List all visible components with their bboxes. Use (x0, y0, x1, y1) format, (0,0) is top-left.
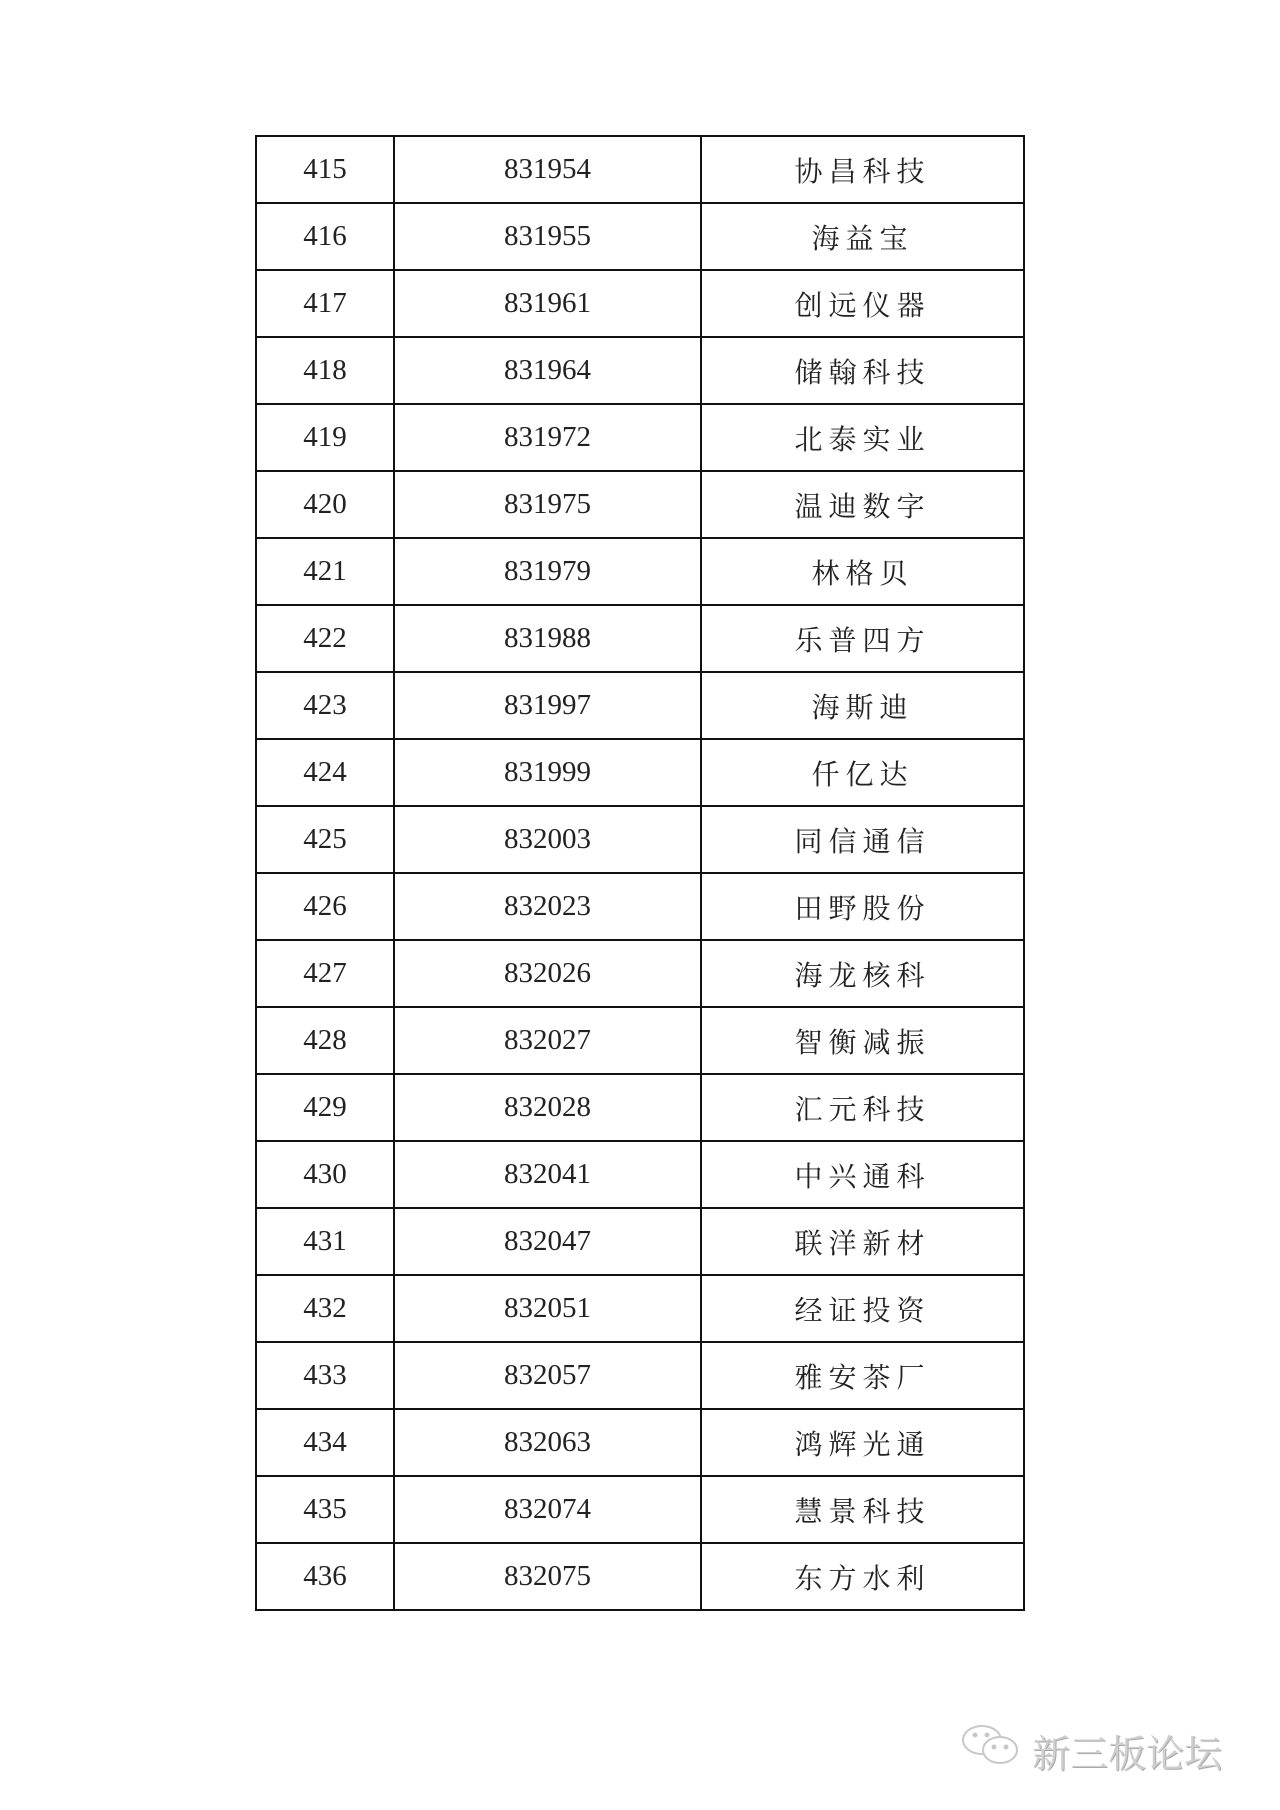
stock-code-cell: 831972 (394, 404, 701, 471)
company-name-cell: 乐普四方 (701, 605, 1024, 672)
row-number-cell: 416 (256, 203, 394, 270)
row-number-cell: 419 (256, 404, 394, 471)
row-number-cell: 427 (256, 940, 394, 1007)
row-number-cell: 418 (256, 337, 394, 404)
table-row (256, 1208, 1024, 1275)
table-row (256, 940, 1024, 1007)
table-row (256, 1543, 1024, 1610)
row-number-cell: 420 (256, 471, 394, 538)
row-number-cell: 429 (256, 1074, 394, 1141)
row-number-cell: 415 (256, 136, 394, 203)
stock-code-cell: 832051 (394, 1275, 701, 1342)
row-number-cell: 435 (256, 1476, 394, 1543)
table-row (256, 873, 1024, 940)
table-row (256, 806, 1024, 873)
stock-code-cell: 832074 (394, 1476, 701, 1543)
company-name-cell: 海龙核科 (701, 940, 1024, 1007)
table-row (256, 672, 1024, 739)
company-name-cell: 汇元科技 (701, 1074, 1024, 1141)
row-number-cell: 430 (256, 1141, 394, 1208)
stock-code-cell: 832027 (394, 1007, 701, 1074)
company-name-cell: 经证投资 (701, 1275, 1024, 1342)
company-name-cell: 中兴通科 (701, 1141, 1024, 1208)
stock-code-cell: 831975 (394, 471, 701, 538)
table-row (256, 471, 1024, 538)
stock-code-cell: 832028 (394, 1074, 701, 1141)
company-name-cell: 仟亿达 (701, 739, 1024, 806)
table-row (256, 270, 1024, 337)
stock-code-cell: 832057 (394, 1342, 701, 1409)
table-row (256, 404, 1024, 471)
company-name-cell: 林格贝 (701, 538, 1024, 605)
stock-code-cell: 832041 (394, 1141, 701, 1208)
company-name-cell: 协昌科技 (701, 136, 1024, 203)
company-name-cell: 北泰实业 (701, 404, 1024, 471)
row-number-cell: 423 (256, 672, 394, 739)
stock-code-cell: 831955 (394, 203, 701, 270)
table-row (256, 1141, 1024, 1208)
stock-code-cell: 831988 (394, 605, 701, 672)
row-number-cell: 421 (256, 538, 394, 605)
stock-code-cell: 832003 (394, 806, 701, 873)
row-number-cell: 436 (256, 1543, 394, 1610)
company-name-cell: 雅安茶厂 (701, 1342, 1024, 1409)
row-number-cell: 434 (256, 1409, 394, 1476)
company-name-cell: 智衡减振 (701, 1007, 1024, 1074)
company-name-cell: 创远仪器 (701, 270, 1024, 337)
row-number-cell: 424 (256, 739, 394, 806)
table-row (256, 1476, 1024, 1543)
company-name-cell: 同信通信 (701, 806, 1024, 873)
row-number-cell: 422 (256, 605, 394, 672)
table-row (256, 1409, 1024, 1476)
stock-code-cell: 831979 (394, 538, 701, 605)
table-row (256, 739, 1024, 806)
stock-code-cell: 831964 (394, 337, 701, 404)
stock-code-cell: 831997 (394, 672, 701, 739)
table-row (256, 203, 1024, 270)
table-row (256, 1342, 1024, 1409)
table-row (256, 605, 1024, 672)
watermark-text: 新三板论坛 (1032, 1732, 1223, 1776)
row-number-cell: 425 (256, 806, 394, 873)
company-list-table (255, 135, 1025, 1611)
stock-code-cell: 832047 (394, 1208, 701, 1275)
stock-code-cell: 831954 (394, 136, 701, 203)
row-number-cell: 431 (256, 1208, 394, 1275)
row-number-cell: 433 (256, 1342, 394, 1409)
company-name-cell: 联洋新材 (701, 1208, 1024, 1275)
stock-code-cell: 832026 (394, 940, 701, 1007)
table-row (256, 1275, 1024, 1342)
table-row (256, 538, 1024, 605)
stock-code-cell: 831961 (394, 270, 701, 337)
watermark (960, 1722, 1222, 1779)
stock-code-cell: 832063 (394, 1409, 701, 1476)
company-name-cell: 慧景科技 (701, 1476, 1024, 1543)
company-name-cell: 东方水利 (701, 1543, 1024, 1610)
table-row (256, 1074, 1024, 1141)
company-name-cell: 海斯迪 (701, 672, 1024, 739)
table-row (256, 136, 1024, 203)
row-number-cell: 428 (256, 1007, 394, 1074)
row-number-cell: 417 (256, 270, 394, 337)
stock-code-cell: 831999 (394, 739, 701, 806)
company-name-cell: 温迪数字 (701, 471, 1024, 538)
row-number-cell: 432 (256, 1275, 394, 1342)
row-number-cell: 426 (256, 873, 394, 940)
company-name-cell: 鸿辉光通 (701, 1409, 1024, 1476)
stock-code-cell: 832023 (394, 873, 701, 940)
company-name-cell: 储翰科技 (701, 337, 1024, 404)
stock-code-cell: 832075 (394, 1543, 701, 1610)
company-name-cell: 田野股份 (701, 873, 1024, 940)
table-row (256, 1007, 1024, 1074)
wechat-icon (960, 1722, 1032, 1779)
company-name-cell: 海益宝 (701, 203, 1024, 270)
table-row (256, 337, 1024, 404)
